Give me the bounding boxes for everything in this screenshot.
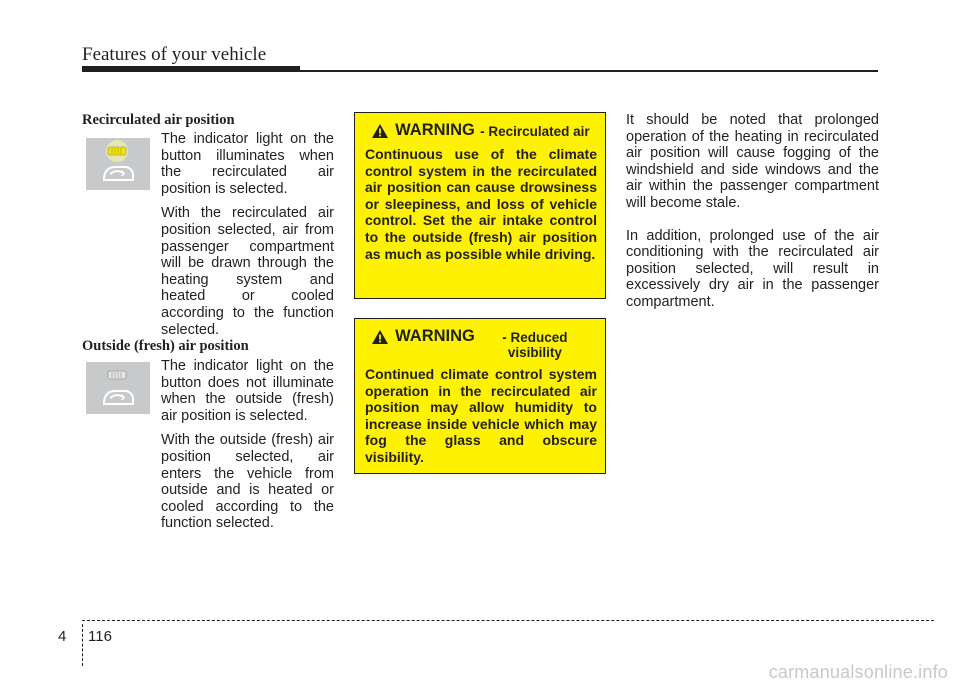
warning-text: Continued climate control system operation in the recirculated air position may allow humidity to increase inside vehicle which may fog the glass and obscure visibility. [365,366,597,465]
header-rule-thick [82,66,300,72]
fresh-air-paragraph-1: The indicator light on the button does not illuminate when the outside (fresh) air position is selected. [161,358,334,424]
warning-word: WARNING [395,327,475,345]
header-rule-thin [300,70,878,72]
warning-header [365,121,597,140]
chapter-number: 4 [58,628,67,645]
recirculated-heading: Recirculated air position [82,112,235,128]
warning-header [365,327,597,360]
header-title: Features of your vehicle [82,44,267,65]
recirculated-indicator-icon [86,138,150,190]
recirculated-paragraph-2: With the recirculated air position selected, air from passenger compartment will be drawn through the heating system and heated or cooled according to the function selected. [161,205,334,338]
footer-divider [82,624,83,666]
warning-subtitle: - Recirculated air [480,124,590,139]
watermark: carmanualsonline.info [768,662,948,682]
right-paragraph-2: In addition, prolonged use of the air conditioning with the recirculated air position selected, will result in excessively dry air in the passenger compartment. [626,227,879,310]
warning-word: WARNING [395,121,475,139]
footer-rule [82,620,934,621]
right-paragraph-1: It should be noted that prolonged operation of the heating in recirculated air position will cause fogging of the windshield and side windows and the air within the passenger compartment will become stale. [626,112,879,211]
warning-text: Continuous use of the climate control system in the recirculated air position can cause drowsiness or sleepiness, and loss of vehicle control. Set the air intake control to the outside (fresh) air position as much as possible while driving. [365,146,597,262]
recirculated-description [161,131,334,346]
right-column-text [626,112,879,319]
fresh-air-indicator-icon [86,362,150,414]
page-number: 116 [88,628,112,645]
fresh-air-description [161,358,334,540]
fresh-air-heading: Outside (fresh) air position [82,338,249,354]
warning-subtitle: - Reduced visibility [502,330,568,360]
recirculated-paragraph-1: The indicator light on the button illuminates when the recirculated air position is selected. [161,131,334,197]
warning-triangle-icon [371,329,389,345]
fresh-air-paragraph-2: With the outside (fresh) air position selected, air enters the vehicle from outside and is heated or cooled according to the function selected. [161,432,334,532]
warning-box-recirculated [354,112,606,299]
warning-triangle-icon [371,123,389,139]
warning-box-visibility [354,318,606,474]
